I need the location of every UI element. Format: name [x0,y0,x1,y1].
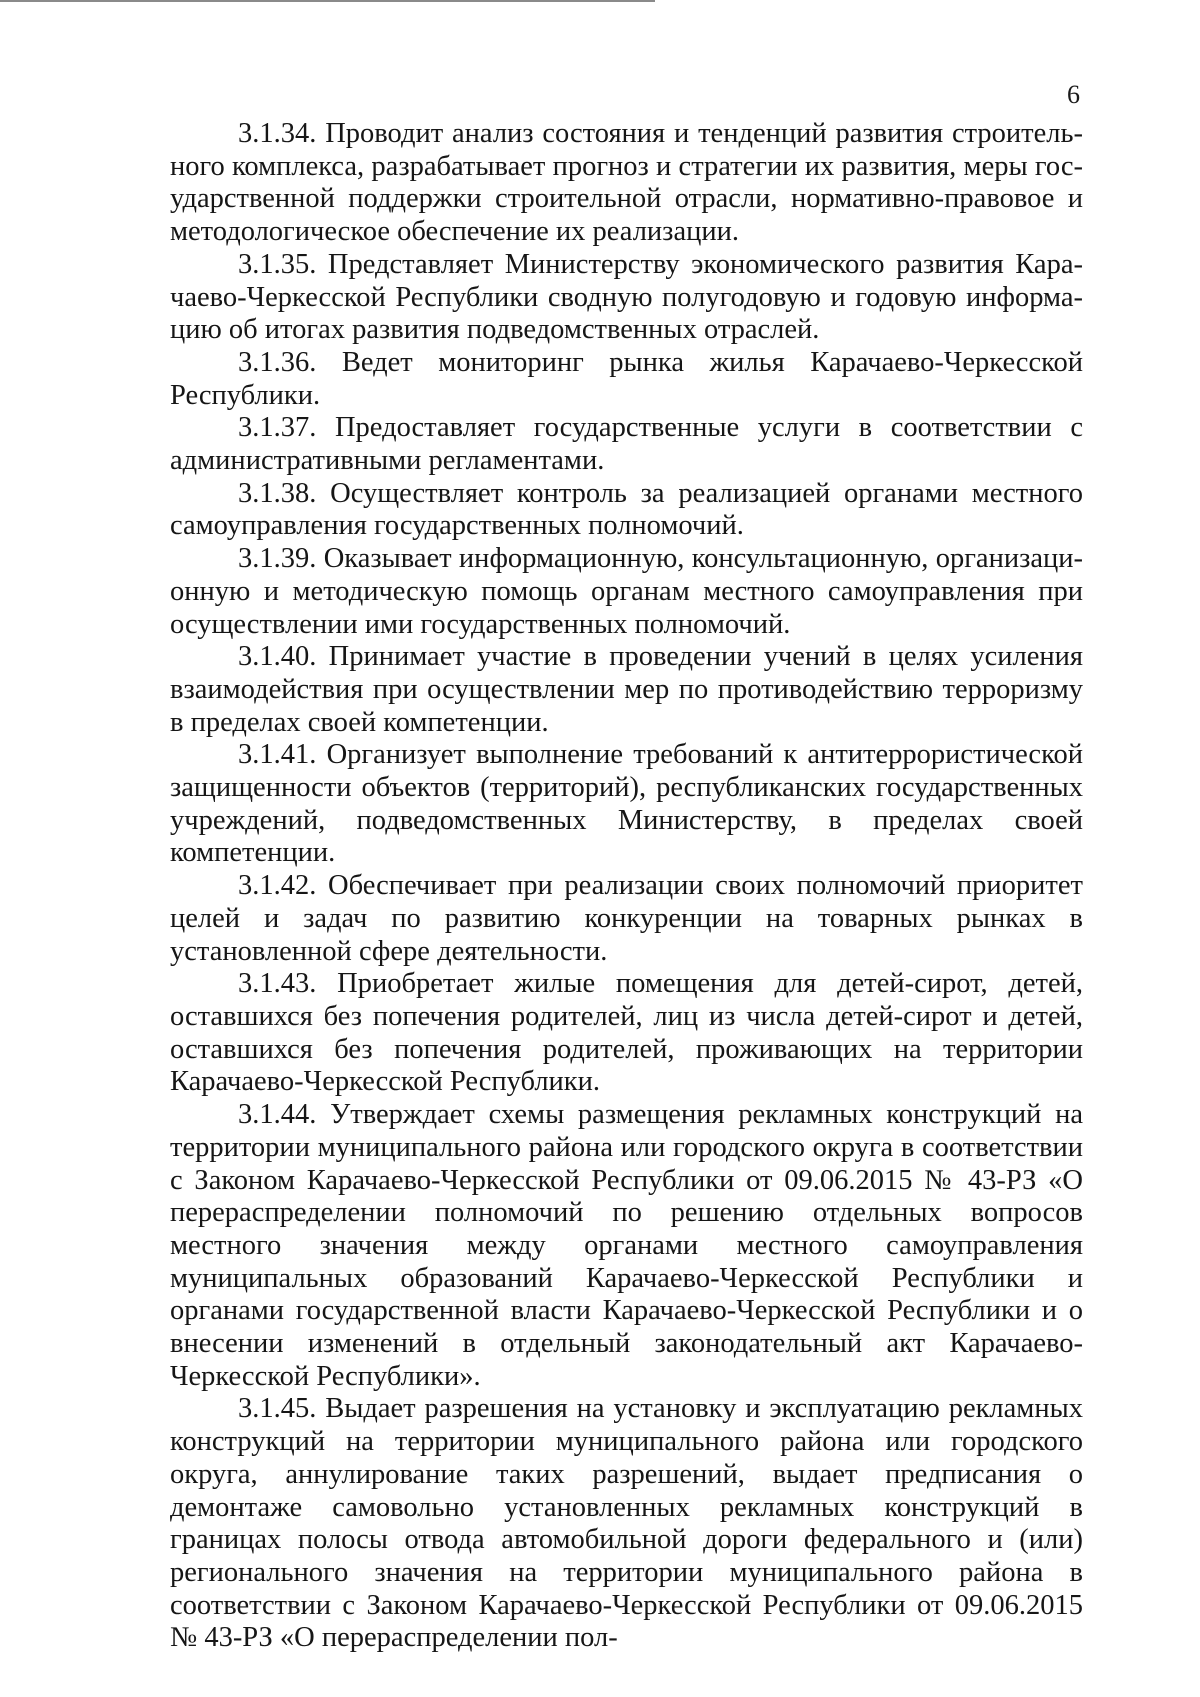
document-body [170,118,1083,1655]
paragraph-3-1-37: 3.1.37. Предоставляет государственные услуги в соответствии с административными регламентами. [170,412,1083,477]
paragraph-3-1-34: 3.1.34. Проводит анализ состояния и тенденций развития строительного комплекса, разрабатывает прогноз и стратегии их развития, меры государственной поддержки строительной отрасли, нормативно-правовое и методологическое обеспечение их реализации. [170,118,1083,248]
paragraph-3-1-42: 3.1.42. Обеспечивает при реализации своих полномочий приоритет целей и задач по развитию конкуренции на товарных рынках в установленной сфере деятельности. [170,870,1083,967]
paragraph-3-1-45: 3.1.45. Выдает разрешения на установку и эксплуатацию рекламных конструкций на территории муниципального района или городского округа, аннулирование таких разрешений, выдает предписания о демонтаже самовольно установленных рекламных конструкций в границах полосы отвода автомобильной дороги федерального и (или) регионального значения на территории муниципального района в соответствии с Законом Карачаево-Черкесской Республики от 09.06.2015 № 43-РЗ «О перераспределении пол- [170,1393,1083,1654]
page-number: 6 [1067,80,1080,109]
paragraph-3-1-43: 3.1.43. Приобретает жилые помещения для детей-сирот, детей, оставшихся без попечения родителей, лиц из числа детей-сирот и детей, оставшихся без попечения родителей, проживающих на территории Карачаево-Черкесской Республики. [170,968,1083,1098]
paragraph-3-1-41: 3.1.41. Организует выполнение требований к антитеррористической защищенности объектов (территорий), республиканских государственных учреждений, подведомственных Министерству, в пределах своей компетенции. [170,739,1083,869]
paragraph-3-1-40: 3.1.40. Принимает участие в проведении учений в целях усиления взаимодействия при осуществлении мер по противодействию терроризму в пределах своей компетенции. [170,641,1083,738]
paragraph-3-1-35: 3.1.35. Представляет Министерству экономического развития Карачаево-Черкесской Республики сводную полугодовую и годовую информацию об итогах развития подведомственных отраслей. [170,248,1083,346]
paragraph-3-1-39: 3.1.39. Оказывает информационную, консультационную, организационную и методическую помощь органам местного самоуправления при осуществлении ими государственных полномочий. [170,543,1083,640]
scan-edge-line [0,0,655,2]
paragraph-3-1-38: 3.1.38. Осуществляет контроль за реализацией органами местного самоуправления государственных полномочий. [170,477,1083,542]
paragraph-3-1-44: 3.1.44. Утверждает схемы размещения рекламных конструкций на территории муниципального района или городского округа в соответствии с Законом Карачаево-Черкесской Республики от 09.06.2015 № 43-РЗ «О перераспределении полномочий по решению отдельных вопросов местного значения между органами местного самоуправления муниципальных образований Карачаево-Черкесской Республики и органами государственной власти Карачаево-Черкесской Республики и о внесении изменений в отдельный законодательный акт Карачаево-Черкесской Республики». [170,1099,1083,1392]
paragraph-3-1-36: 3.1.36. Ведет мониторинг рынка жилья Карачаево-Черкесской Республики. [170,346,1083,411]
